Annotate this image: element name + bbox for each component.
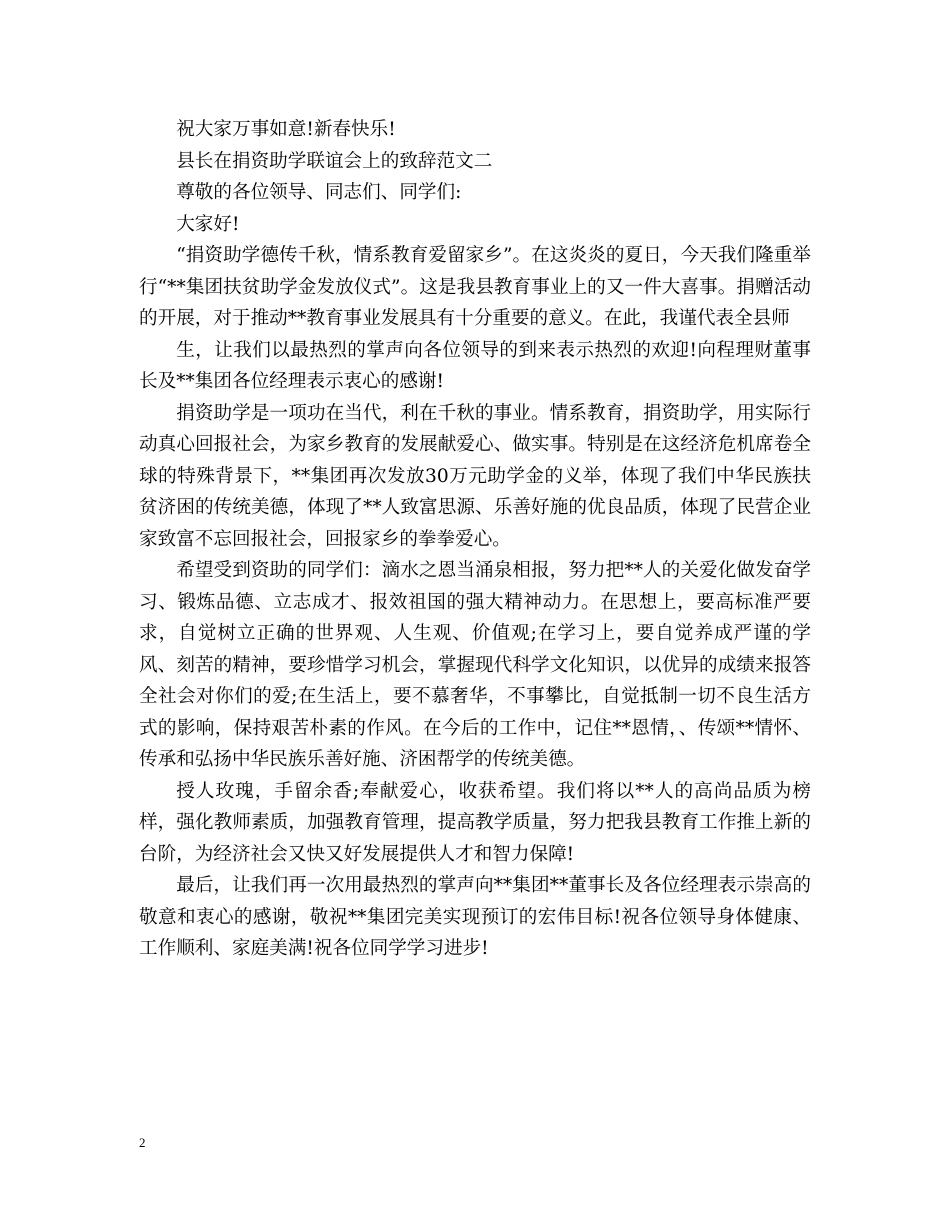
- paragraph: 生，让我们以最热烈的掌声向各位领导的到来表示热烈的欢迎!向程理财董事长及**集团各位经理表示衷心的感谢!: [139, 339, 811, 392]
- paragraph: 授人玫瑰，手留余香;奉献爱心，收获希望。我们将以**人的高尚品质为榜样，强化教师素质，加强教育管理，提高教学质量，努力把我县教育工作推上新的台阶，为经济社会又快又好发展提供人才和智力保障!: [139, 780, 811, 865]
- salutation: 尊敬的各位领导、同志们、同学们:: [176, 182, 462, 203]
- paragraph: 希望受到资助的同学们：滴水之恩当涌泉相报，努力把**人的关爱化做发奋学习、锻炼品德、立志成才、报效祖国的强大精神动力。在思想上，要高标准严要求，自觉树立正确的世界观、人生观、价值观;在学习上，要自觉养成严谨的学风、刻苦的精神，要珍惜学习机会，掌握现代科学文化知识，以优异的成绩来报答全社会对你们的爱;在生活上，要不慕奢华，不事攀比，自觉抵制一切不良生活方式的影响，保持艰苦朴素的作风。在今后的工作中，记住**恩情，、传颂**情怀、传承和弘扬中华民族乐善好施、济困帮学的传统美德。: [139, 560, 811, 770]
- greeting: 大家好!: [176, 213, 240, 235]
- closing-wish: 祝大家万事如意!新春快乐!: [176, 119, 396, 140]
- paragraph: “捐资助学德传千秋，情系教育爱留家乡”。在这炎炎的夏日，今天我们隆重举行“**集团扶贫助学金发放仪式”。这是我县教育事业上的又一件大喜事。捐赠活动的开展，对于推动**教育事业发展具有十分重要的意义。在此，我谨代表全县师: [139, 245, 811, 329]
- document-body: [139, 114, 811, 965]
- document-title: 县长在捐资助学联谊会上的致辞范文二: [176, 150, 493, 172]
- page-number: 2: [139, 1135, 146, 1150]
- paragraph: 捐资助学是一项功在当代，利在千秋的事业。情系教育，捐资助学，用实际行动真心回报社会，为家乡教育的发展献爱心、做实事。特别是在这经济危机席卷全球的特殊背景下，**集团再次发放30万元助学金的义举，体现了我们中华民族扶贫济困的传统美德，体现了**人致富思源、乐善好施的优良品质，体现了民营企业家致富不忘回报社会，回报家乡的拳拳爱心。: [139, 402, 811, 550]
- paragraph: 最后，让我们再一次用最热烈的掌声向**集团**董事长及各位经理表示崇高的敬意和衷心的感谢，敬祝**集团完美实现预订的宏伟目标!祝各位领导身体健康、工作顺利、家庭美满!祝各位同学学习进步!: [139, 875, 811, 959]
